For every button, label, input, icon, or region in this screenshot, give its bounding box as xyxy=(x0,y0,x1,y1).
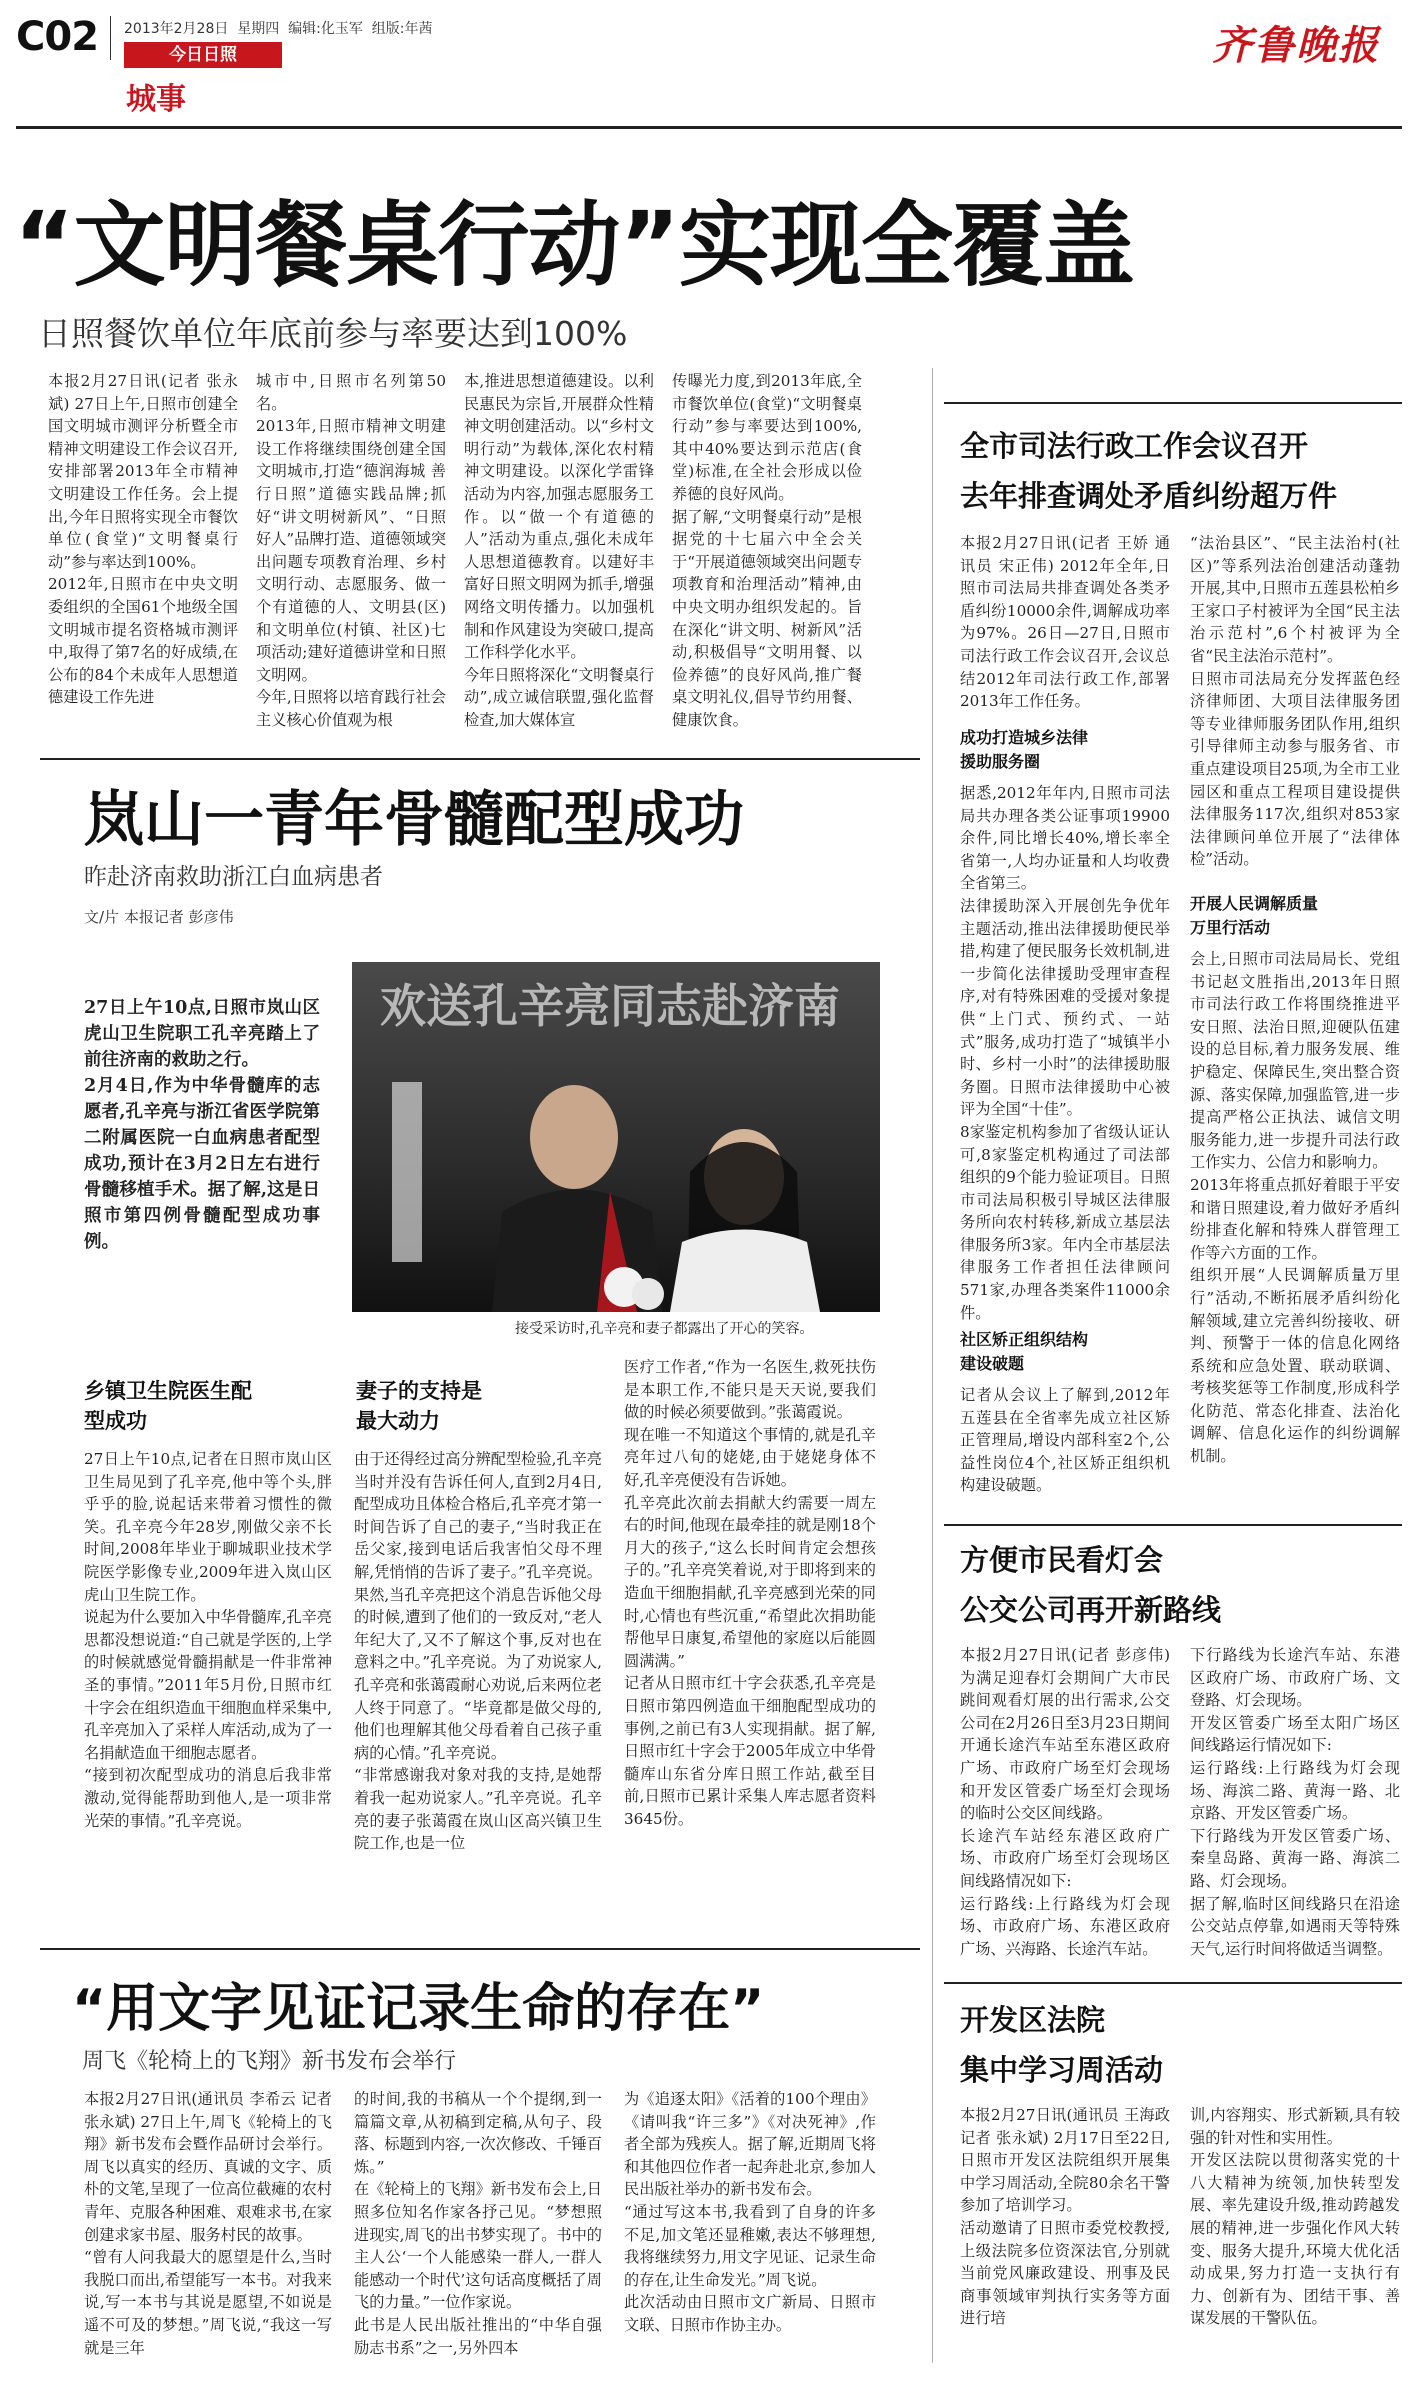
main-story-column-1: 本报2月27日讯(记者 张永斌) 27日上午,日照市创建全国文明城市测评分析暨全市精神文明建设工作会议召开,安排部署2013年全市精神文明建设工作任务。会上提出,今年日照将实现全市餐饮单位(食堂)“文明餐桌行动”参与率达到100%。 2012年,日照市在中央文明委组织的全国61个地级全国文明城市提名资格城市测评中,取得了第7名的好成绩,在公布的84个未成年人思想道德建设工作先进 xyxy=(48,372,238,707)
judicial-sub-heading-2: 社区矫正组织结构建设破题 xyxy=(960,1330,1089,1373)
right-column-divider xyxy=(932,368,933,2363)
bus-headline-2: 公交公司再开新路线 xyxy=(960,1593,1222,1627)
right-column-top-rule xyxy=(944,402,1402,404)
header-meta xyxy=(124,18,433,38)
book-headline: “用文字见证记录生命的存在” xyxy=(72,1979,765,2039)
bone-lead: 27日上午10点,日照市岚山区虎山卫生院职工孔辛亮踏上了前往济南的救助之行。 2月4日,作为中华骨髓库的志愿者,孔辛亮与浙江省医学院第二附属医院一白血病患者配型成功,预计在3月2日左右进行骨髓移植手术。据了解,这是日照市第四例骨髓配型成功事例。 xyxy=(84,998,320,1252)
judicial-column-2b: 会上,日照市司法局局长、党组书记赵文胜指出,2013年日照市司法行政工作将围绕推进平安日照、法治日照,迎硬队伍建设的总目标,着力服务发展、维护稳定、保障民生,突出整合资源、落实保障,加强监管,进一步提高严格公正执法、诚信文明服务能力,进一步提升司法行政工作实力、公信力和影响力。 2013年将重点抓好着眼于平安和谐日照建设,着力做好矛盾纠纷排查化解和特殊人群管理工作等六方面的工作。 组织开展“人民调解质量万里行”活动,不断拓展矛盾纠纷化解领域,建立完善纠纷接收、研判、预警于一体的信息化网络系统和应急处置、联动联调、考核奖惩等工作制度,形成科学化防范、常态化排查、法治化调解、信息化运作的纠纷调解机制。 xyxy=(1190,950,1400,1466)
main-subheadline: 日照餐饮单位年底前参与率要达到100% xyxy=(38,314,628,353)
judicial-divider xyxy=(944,1524,1402,1526)
bus-column-2: 下行路线为长途汽车站、东港区政府广场、市政府广场、文登路、灯会现场。 开发区管委广场至太阳广场区间线路运行情况如下: 运行路线:上行路线为灯会现场、海滨二路、黄海一路、北京路、开发区管委广场。 下行路线为开发区管委广场、秦皇岛路、黄海一路、海滨二路、灯会现场。 据了解,临时区间线路只在沿途公交站点停靠,如遇雨天等特殊天气,运行时间将做适当调整。 xyxy=(1190,1646,1400,1958)
photo-caption: 接受采访时,孔辛亮和妻子都露出了开心的笑容。 xyxy=(515,1321,814,1337)
bone-byline: 文/片 本报记者 彭彦伟 xyxy=(84,908,234,926)
bus-divider xyxy=(944,1982,1402,1984)
issue-weekday: 星期四 xyxy=(237,21,280,37)
judicial-sub-heading-1: 成功打造城乡法律援助服务圈 xyxy=(960,728,1089,771)
main-story-column-2: 城市中,日照市名列第50名。 2013年,日照市精神文明建设工作将继续围绕创建全国文明城市,打造“德润海城 善行日照”道德实践品牌;抓好“讲文明树新风”、“日照好人”品牌打造、道德领域突出问题专项教育治理、乡村文明行动、志愿服务、做一个有道德的人、文明县(区)和文明单位(村镇、社区)七项活动;建好道德讲堂和日照文明网。 今年,日照将以培育践行社会主义核心价值观为根 xyxy=(256,372,446,729)
issue-date: 2013年2月28日 xyxy=(124,21,229,37)
court-column-1: 本报2月27日讯(通讯员 王海政 记者 张永斌) 2月17日至22日,日照市开发区法院组织开展集中学习周活动,全院80余名干警参加了培训学习。 活动邀请了日照市委党校教授,上级法院多位资深法官,分别就当前党风廉政建设、刑事及民商事领域审判执行实务等方面进行培 xyxy=(960,2106,1170,2328)
section-name: 城事 xyxy=(126,82,186,117)
court-headline-2: 集中学习周活动 xyxy=(960,2053,1164,2087)
judicial-column-2a: “法治县区”、“民主法治村(社区)”等系列法治创建活动蓬勃开展,其中,日照市五莲县松柏乡王家口子村被评为全国“民主法治示范村”,6个村被评为全省“民主法治示范村”。 日照市司法局充分发挥蓝色经济律师团、大项目法律服务团等专业律师服务团队作用,组织引导律师主动参与服务省、市重点建设项目25项,为全市工业园区和重点工程项目建设提供法律服务117次,组织对853家法律顾问单位开展了“法律体检”活动。 xyxy=(1190,534,1400,869)
bus-headline-1: 方便市民看灯会 xyxy=(960,1543,1164,1577)
book-column-3: 为《追逐太阳》《活着的100个理由》《请叫我“许三多”》《对决死神》,作者全部为残疾人。据了解,近期周飞将和其他四位作者一起奔赴北京,参加人民出版社举办的新书发布会。 “通过写这本书,我看到了自身的许多不足,加文笔还显稚嫩,表达不够理想,我将继续努力,用文字见证、记录生命的存在,让生命发光。”周飞说。 此次活动由日照市文广新局、日照市文联、日照市作协主办。 xyxy=(624,2090,876,2334)
judicial-headline-2: 去年排查调处矛盾纠纷超万件 xyxy=(960,479,1338,513)
main-headline: “文明餐桌行动”实现全覆盖 xyxy=(14,192,1134,299)
bone-story-divider xyxy=(40,1948,920,1950)
bone-column-2: 由于还得经过高分辨配型检验,孔辛亮当时并没有告诉任何人,直到2月4日,配型成功且体检合格后,孔辛亮才第一时间告诉了自己的妻子,“当时我正在岳父家,接到电话后我害怕父母不理解,凭悄悄的告诉了妻子。”孔辛亮说。 果然,当孔辛亮把这个消息告诉他父母的时候,遭到了他们的一致反对,“老人年纪大了,又不了解这个事,反对也在意料之中。”孔辛亮说。为了劝说家人,孔辛亮和张蔼霞耐心劝说,后来两位老人终于同意了。“毕竟都是做父母的,他们也理解其他父母看着自己孩子重病的心情。”孔辛亮说。 “非常感谢我对象对我的支持,是她帮着我一起劝说家人。”孔辛亮说。孔辛亮的妻子张蔼霞在岚山区高兴镇卫生院工作,也是一位 xyxy=(354,1450,602,1853)
judicial-sub-heading-3: 开展人民调解质量万里行活动 xyxy=(1190,894,1319,937)
book-subheadline: 周飞《轮椅上的飞翔》新书发布会举行 xyxy=(82,2049,457,2074)
layout-editor: 组版:年茜 xyxy=(371,21,433,37)
page-code: C02 xyxy=(16,14,99,60)
court-column-2: 训,内容翔实、形式新颖,具有较强的针对性和实用性。 开发区法院以贯彻落实党的十八大精神为统领,加快转型发展、率先建设升级,推动跨越发展的精神,进一步强化作风大转变、服务大提升,环境大优化活动成果,努力打造一支执行有力、创新有为、团结干事、善谋发展的干警队伍。 xyxy=(1190,2106,1400,2328)
bone-headline: 岚山一青年骨髓配型成功 xyxy=(84,785,744,855)
court-headline-1: 开发区法院 xyxy=(960,2003,1106,2037)
bone-photo xyxy=(352,962,880,1312)
photo-scene xyxy=(352,962,880,1312)
main-story-column-4: 传曝光力度,到2013年底,全市餐饮单位(食堂)“文明餐桌行动”参与率要达到100%,其中40%要达到示范店(食堂)标准,在全社会形成以俭养德的良好风尚。 据了解,“文明餐桌行动”是根据党的十七届六中全会关于“开展道德领域突出问题专项教育和治理活动”精神,由中央文明办组织发起的。旨在深化“讲文明、树新风”活动,积极倡导“文明用餐、以俭养德”的良好风尚,推广餐桌文明礼仪,倡导节约用餐、健康饮食。 xyxy=(672,372,862,729)
judicial-column-1b: 据悉,2012年年内,日照市司法局共办理各类公证事项19900余件,同比增长40%,增长率全省第一,人均办证量和人均收费全省第三。 法律援助深入开展创先争优年主题活动,推出法律援助便民举措,构建了便民服务长效机制,进一步简化法律援助受理审查程序,对有特殊困难的受援对象提供“上门式、预约式、一站式”服务,成功打造了“城镇半小时、乡村一小时”的法律援助服务圈。日照市法律援助中心被评为全国“十佳”。 8家鉴定机构参加了省级认证认可,8家鉴定机构通过了司法部组织的9个能力验证项目。日照市司法局积极引导城区法律服务所向农村转移,新成立基层法律服务所3家。年内全市基层法律服务工作者担任法律顾问571家,办理各类案件11000余件。 xyxy=(960,784,1170,1322)
book-column-2: 的时间,我的书稿从一个个提纲,到一篇篇文章,从初稿到定稿,从句子、段落、标题到内容,一次次修改、千锤百炼。” 在《轮椅上的飞翔》新书发布会上,日照多位知名作家各抒己见。“梦想照进现实,周飞的出书梦实现了。书中的主人公‘一个人能感染一群人,一群人能感动一个时代’这句话高度概括了周飞的力量。”一位作家说。 此书是人民出版社推出的“中华自强励志书系”之一,另外四本 xyxy=(354,2090,602,2357)
header-divider xyxy=(110,16,111,60)
bone-subheadline: 昨赴济南救助浙江白血病患者 xyxy=(84,864,383,890)
bus-column-1: 本报2月27日讯(记者 彭彦伟) 为满足迎春灯会期间广大市民跳间观看灯展的出行需求,公交公司在2月26日至3月23日期间开通长途汽车站至东港区政府广场、市政府广场至灯会现场和开发区管委广场至灯会现场的临时公交区间线路。 长途汽车站经东港区政府广场、市政府广场至灯会现场区间线路情况如下: 运行路线:上行路线为灯会现场、市政府广场、东港区政府广场、兴海路、长途汽车站。 xyxy=(960,1646,1170,1958)
bone-column-3: 医疗工作者,“作为一名医生,救死扶伤是本职工作,不能只是天天说,要我们做的时候必须要做到。”张蔼霞说。 现在唯一不知道这个事情的,就是孔辛亮年过八旬的姥姥,由于姥姥身体不好,孔辛亮便没有告诉她。 孔辛亮此次前去捐献大约需要一周左右的时间,他现在最牵挂的就是刚18个月大的孩子,“这么长时间肯定会想孩子的。”孔辛亮笑着说,对于即将到来的造血干细胞捐献,孔辛亮感到光荣的同时,心情也有些沉重,“希望此次捐助能帮他早日康复,希望他的家庭以后能圆圆满满。” 记者从日照市红十字会获悉,孔辛亮是日照市第四例造血干细胞配型成功的事例,之前已有3人实现捐献。据了解,日照市红十字会于2005年成立中华骨髓库山东省分库日照工作站,截至目前,日照市已累计采集人库志愿者资料3645份。 xyxy=(624,1358,876,1828)
judicial-column-1c: 记者从会议上了解到,2012年五莲县在全省率先成立社区矫正管理局,增设内部科室2个,公益性岗位4个,社区矫正组织机构建设破题。 xyxy=(960,1386,1170,1495)
main-story-column-3: 本,推进思想道德建设。以利民惠民为宗旨,开展群众性精神文明创建活动。以“乡村文明行动”为载体,深化农村精神文明建设。以深化学雷锋活动为内容,加强志愿服务工作。以“做一个有道德的人”活动为重点,强化未成年人思想道德教育。以建好丰富好日照文明网为抓手,增强网络文明传播力。以加强机制和作风建设为突破口,提高工作科学化水平。 今年日照将深化“文明餐桌行动”,成立诚信联盟,强化监督检查,加大媒体宣 xyxy=(464,372,654,729)
masthead-logo: 齐鲁晚报 xyxy=(1212,22,1380,69)
bone-sub-heading-2: 妻子的支持是最大动力 xyxy=(356,1379,482,1433)
bone-column-1: 27日上午10点,记者在日照市岚山区卫生局见到了孔辛亮,他中等个头,胖乎乎的脸,说起话来带着习惯性的微笑。孔辛亮今年28岁,刚做父亲不长时间,2008年毕业于聊城职业技术学院医学影像专业,2009年进入岚山区虎山卫生院工作。 说起为什么要加入中华骨髓库,孔辛亮思都没想说道:“自己就是学医的,上学的时候就感觉骨髓捐献是一件非常神圣的事情。”2011年5月份,日照市红十字会在组织造血干细胞血样采集中,孔辛亮加入了采样人库活动,成为了一名捐献造血干细胞志愿者。 “接到初次配型成功的消息后我非常激动,觉得能帮助到他人,是一项非常光荣的事情。”孔辛亮说。 xyxy=(84,1450,332,1830)
header-rule xyxy=(16,126,1402,129)
photo-banner-text: 欢送孔辛亮同志赴济南 xyxy=(380,979,840,1033)
judicial-column-1a: 本报2月27日讯(记者 王娇 通讯员 宋正伟) 2012年全年,日照市司法局共排查调处各类矛盾纠纷10000余件,调解成功率为97%。26日—27日,日照市司法行政工作会议召开,会议总结2012年司法行政工作,部署2013年工作任务。 xyxy=(960,534,1170,711)
book-column-1: 本报2月27日讯(通讯员 李希云 记者 张永斌) 27日上午,周飞《轮椅上的飞翔》新书发布会暨作品研讨会举行。周飞以真实的经历、真诚的文字、质朴的文笔,呈现了一位高位截瘫的农村青年、克服各种困难、艰难求书,在家创建求家书屋、服务村民的故事。 “曾有人问我最大的愿望是什么,当时我脱口而出,希望能写一本书。对我来说,写一本书与其说是愿望,不如说是遥不可及的梦想。”周飞说,“我这一写就是三年 xyxy=(84,2090,332,2357)
main-story-divider xyxy=(40,758,920,760)
judicial-headline-1: 全市司法行政工作会议召开 xyxy=(960,429,1309,463)
edition-tag: 今日日照 xyxy=(124,42,282,68)
bone-sub-heading-1: 乡镇卫生院医生配型成功 xyxy=(84,1379,252,1433)
editor: 编辑:化玉军 xyxy=(288,21,363,37)
